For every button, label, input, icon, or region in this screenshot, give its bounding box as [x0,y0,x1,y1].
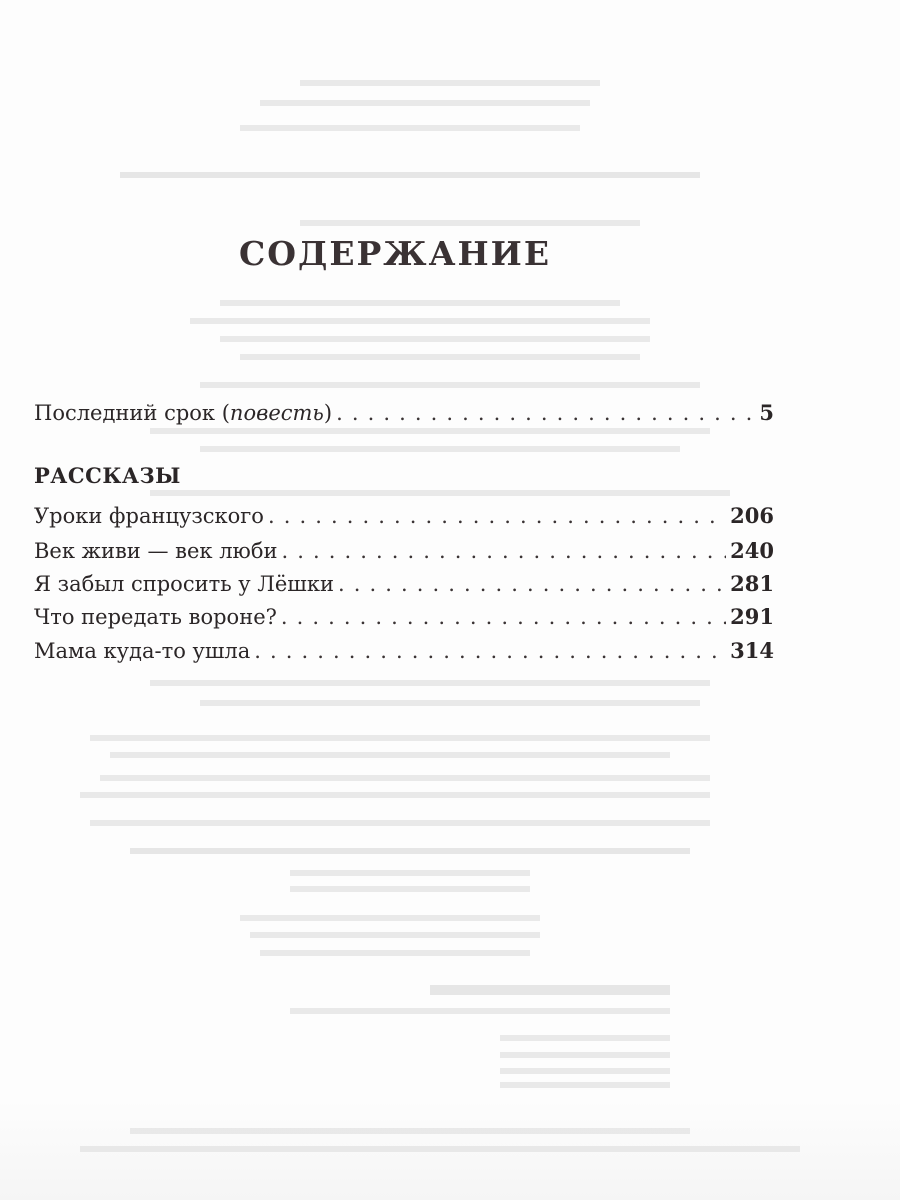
toc-entry [34,604,774,629]
bleed-through-line [290,886,530,892]
dot-leader [336,401,755,425]
toc-entry-genre: повесть [229,401,324,425]
bleed-through-line [260,100,590,106]
bleed-through-line [90,735,710,741]
toc-page-number: 5 [759,400,774,425]
bleed-through-line [250,932,540,938]
toc-entry-title: Век живи — век люби [34,539,278,563]
bleed-through-line [240,354,640,360]
section-heading: РАССКАЗЫ [34,463,181,488]
bleed-through-line [200,446,680,452]
bleed-through-line [240,125,580,131]
bleed-through-line [290,870,530,876]
toc-entry [34,538,774,563]
bleed-through-line [300,220,640,226]
bleed-through-line [200,700,700,706]
bleed-through-line [500,1082,670,1088]
toc-entry-title: Я забыл спросить у Лёшки [34,572,334,596]
bleed-through-line [430,985,670,995]
toc-page-number: 240 [730,538,774,563]
toc-entry-title: Последний срок (повесть) [34,401,333,425]
bleed-through-line [290,1008,670,1014]
toc-entry-title: Мама куда-то ушла [34,639,251,663]
bleed-through-line [130,848,690,854]
page-title: СОДЕРЖАНИЕ [238,234,551,273]
bleed-through-line [150,490,730,496]
toc-entry-title: Уроки французского [34,504,264,528]
bleed-through-line [100,775,710,781]
bleed-through-line [120,172,700,178]
bleed-through-line [150,680,710,686]
toc-page-number: 314 [730,638,774,663]
bleed-through-line [190,318,650,324]
bleed-through-line [90,820,710,826]
toc-entry [34,400,774,425]
bleed-through-line [200,382,700,388]
bleed-through-line [260,950,530,956]
bleed-through-line [110,752,670,758]
page-shadow [0,1100,900,1200]
bleed-through-line [500,1052,670,1058]
dot-leader [338,572,726,596]
toc-entry [34,503,774,528]
toc-entry [34,638,774,663]
dot-leader [281,539,726,563]
dot-leader [268,504,726,528]
toc-page-number: 206 [730,503,774,528]
bleed-through-line [500,1035,670,1041]
toc-page-number: 281 [730,571,774,596]
bleed-through-line [80,792,710,798]
bleed-through-line [300,80,600,86]
toc-entry-title: Что передать вороне? [34,605,277,629]
bleed-through-line [240,915,540,921]
dot-leader [281,605,726,629]
toc-entry [34,571,774,596]
toc-page-number: 291 [730,604,774,629]
dot-leader [254,639,726,663]
bleed-through-line [220,300,620,306]
bleed-through-line [150,428,710,434]
bleed-through-line [220,336,650,342]
bleed-through-line [500,1068,670,1074]
